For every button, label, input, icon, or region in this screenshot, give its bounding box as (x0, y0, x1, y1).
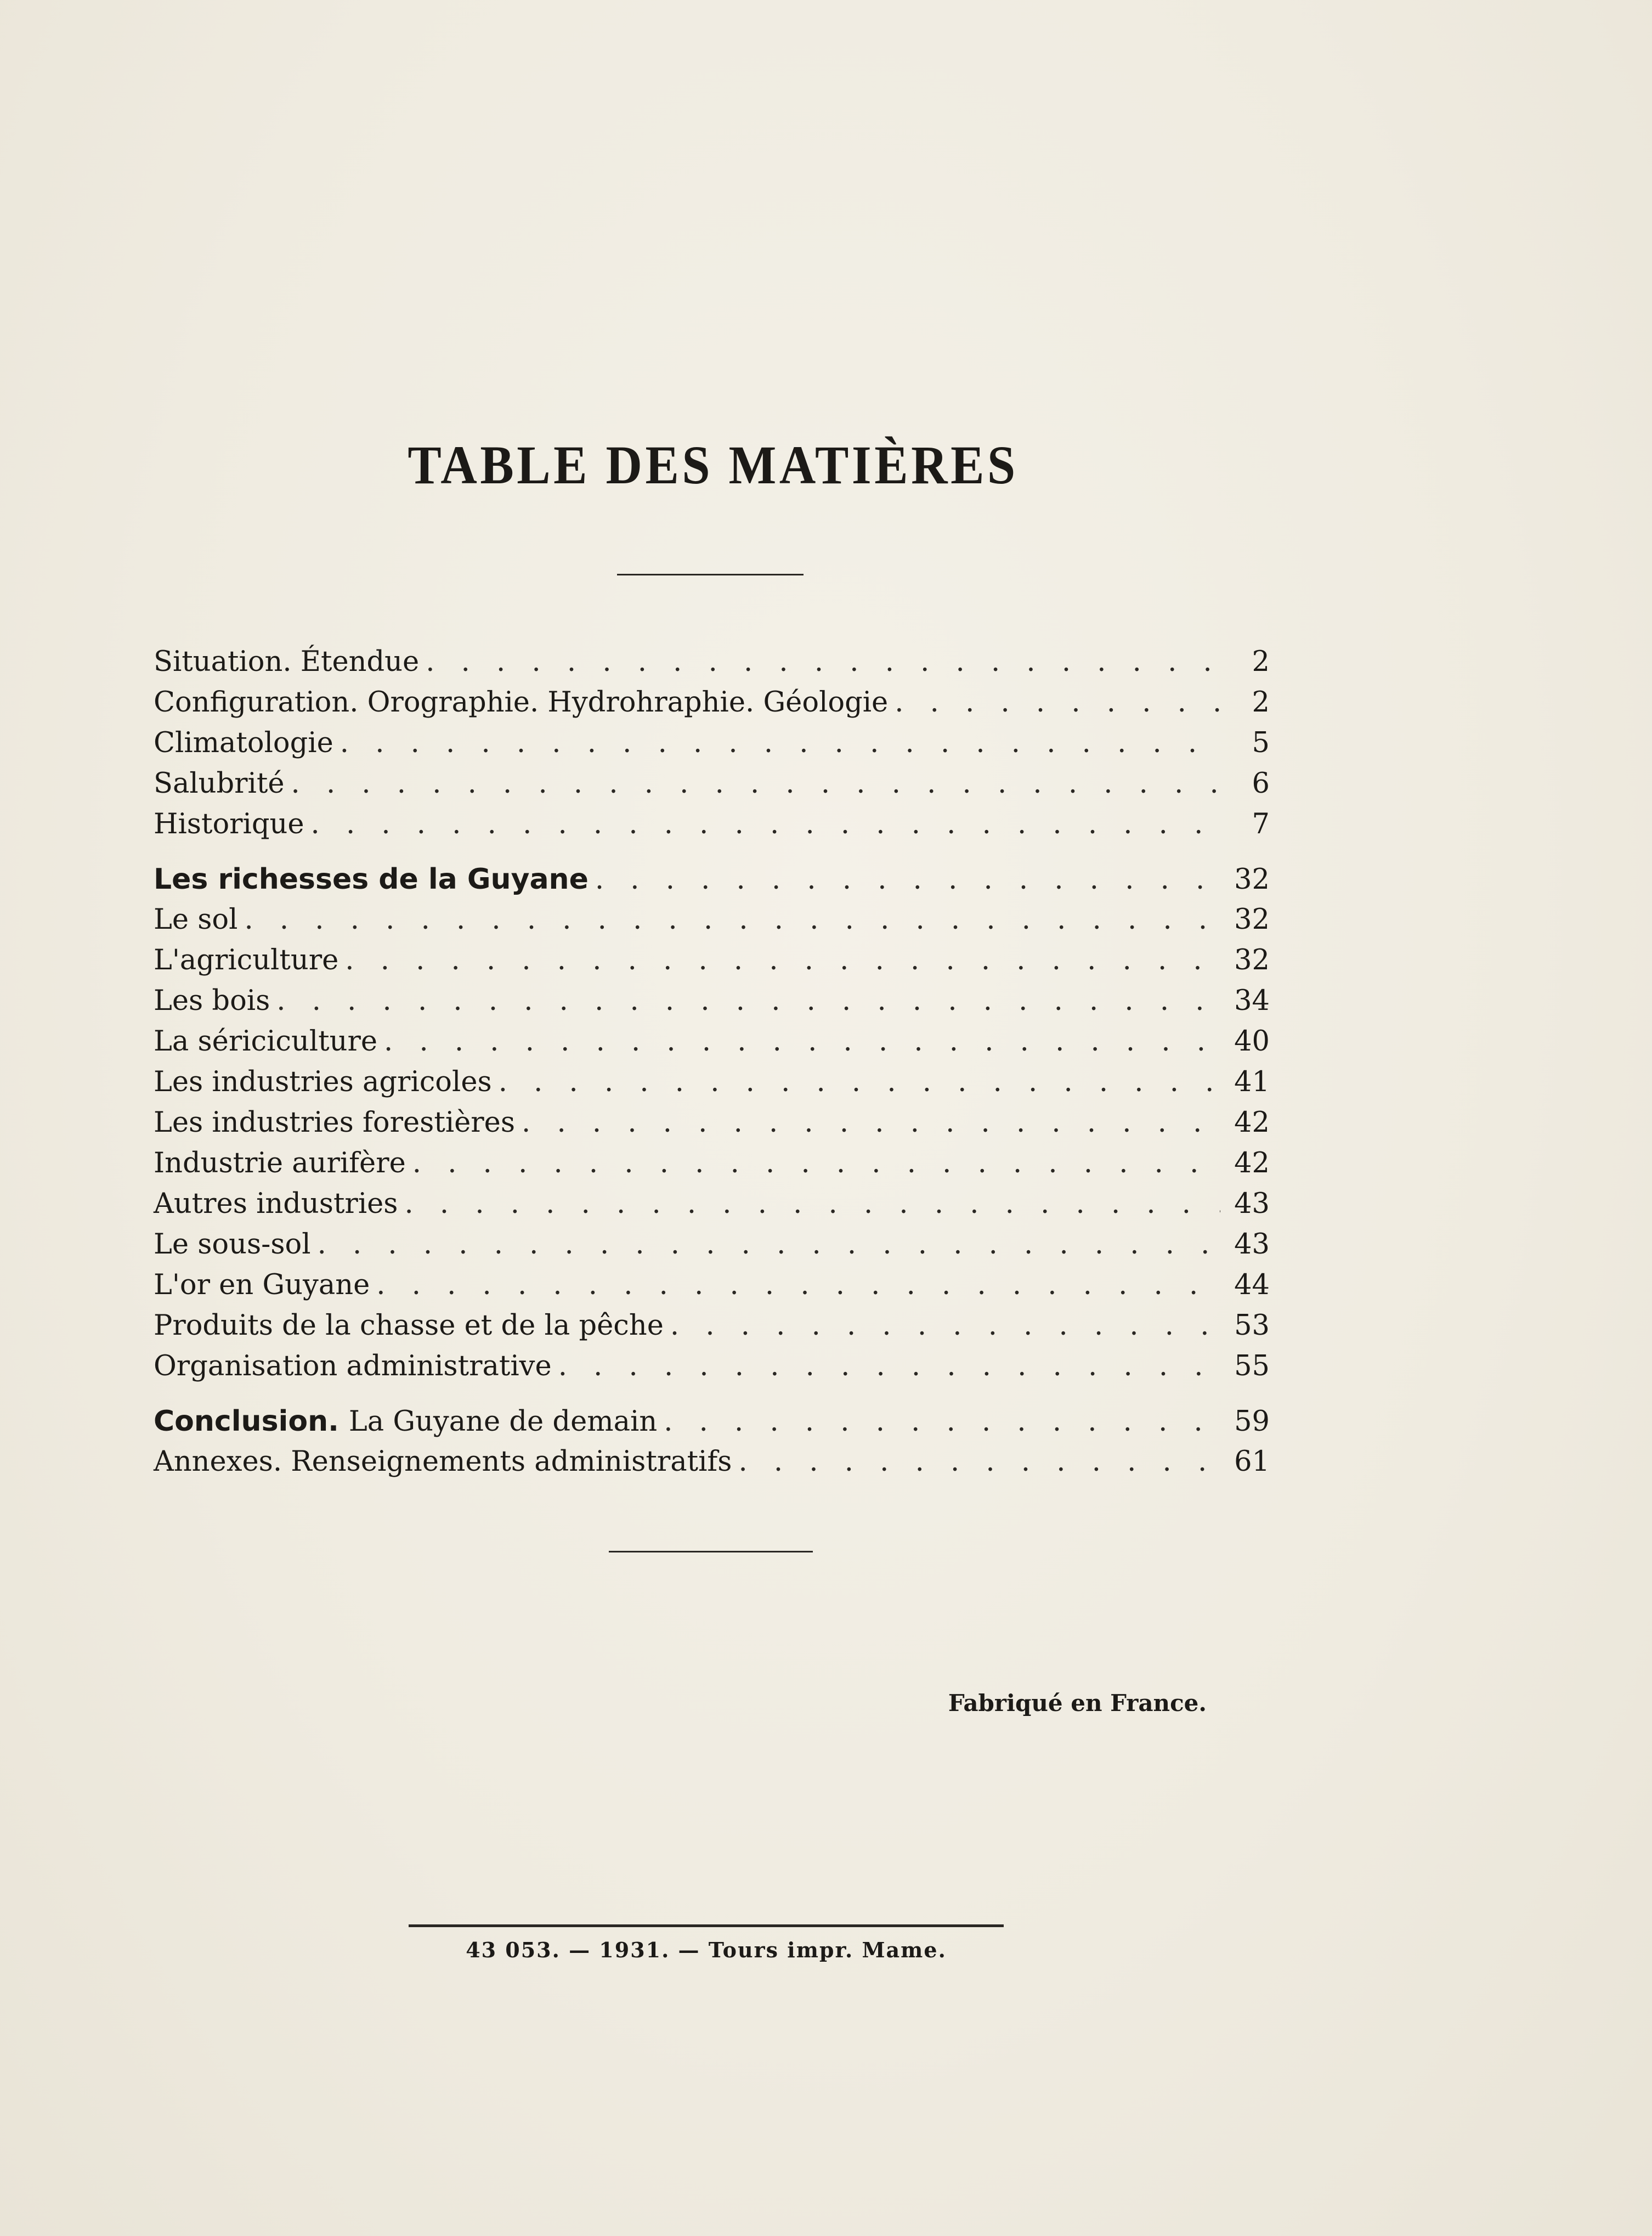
toc-entry-label: Le sol (154, 904, 238, 936)
toc-entry-label (154, 1401, 657, 1442)
title-divider (617, 574, 804, 575)
section-divider (609, 1551, 813, 1552)
toc-entry-label: Situation. Étendue (154, 646, 420, 678)
toc-entry-label: Le sous-sol (154, 1228, 311, 1261)
toc-entry-label: L'agriculture (154, 944, 339, 976)
toc-entry-page: 43 (1234, 1228, 1270, 1261)
toc-entry-label: Configuration. Orographie. Hydrohraphie. Géologie (154, 686, 889, 719)
toc-entry (154, 1224, 1270, 1265)
toc-conclusion-label: La Guyane de demain (348, 1405, 658, 1438)
toc-leader-dots (738, 1442, 1220, 1482)
toc-leader-dots (291, 764, 1220, 804)
toc-entry (154, 940, 1270, 981)
toc-conclusion-entry (154, 1401, 1270, 1442)
toc-entry-label: L'or en Guyane (154, 1269, 370, 1301)
toc-entry-label: Salubrité (154, 767, 285, 800)
toc-entry-page: 7 (1252, 808, 1270, 840)
toc-entry (154, 1346, 1270, 1387)
toc-leader-dots (426, 642, 1220, 682)
toc-entry-page: 34 (1234, 985, 1270, 1017)
toc-entry-label: Les industries agricoles (154, 1066, 492, 1098)
toc-leader-dots (345, 940, 1220, 981)
toc-leader-dots (558, 1346, 1220, 1387)
toc-entry-label: Organisation administrative (154, 1350, 552, 1382)
toc-entry-page: 2 (1252, 646, 1270, 678)
toc-entry-page: 44 (1234, 1269, 1270, 1301)
toc-entry-page: 5 (1252, 727, 1270, 759)
toc-entry-page: 42 (1234, 1106, 1270, 1139)
toc-entry-page: 6 (1252, 767, 1270, 800)
toc-entry-page: 40 (1234, 1025, 1270, 1058)
toc-entry (154, 723, 1270, 764)
toc-entry-label: Autres industries (154, 1188, 398, 1220)
toc-section-heading (154, 859, 1270, 900)
toc-leader-dots (664, 1402, 1220, 1442)
page-title: TABLE DES MATIÈRES (408, 434, 1019, 495)
toc-leader-dots (340, 723, 1220, 764)
toc-entry-page: 42 (1234, 1147, 1270, 1179)
toc-entry (154, 682, 1270, 723)
toc-leader-dots (412, 1143, 1220, 1184)
toc-entry-label: Les industries forestières (154, 1106, 516, 1139)
toc-entry-page: 43 (1234, 1188, 1270, 1220)
toc-entry (154, 1062, 1270, 1103)
toc-entry (154, 764, 1270, 804)
toc-entry-page: 32 (1234, 863, 1270, 896)
toc-leader-dots (311, 804, 1220, 845)
toc-entry-page: 61 (1234, 1446, 1270, 1478)
toc-leader-dots (670, 1306, 1220, 1346)
toc-entry (154, 1306, 1270, 1346)
toc-entry (154, 1265, 1270, 1306)
toc-entry-label: Annexes. Renseignements administratifs (154, 1446, 732, 1478)
printer-imprint: 43 053. — 1931. — Tours impr. Mame. (466, 1938, 947, 1962)
toc-entry-page: 41 (1234, 1066, 1270, 1098)
toc-leader-dots (895, 682, 1220, 723)
toc-entry (154, 642, 1270, 682)
toc-entry (154, 1184, 1270, 1224)
toc-entry-label: La sériciculture (154, 1025, 378, 1058)
toc-entry-label: Historique (154, 808, 304, 840)
footer-rule (409, 1924, 1004, 1927)
toc-entry (154, 1442, 1270, 1482)
toc-entry-page: 2 (1252, 686, 1270, 719)
toc-leader-dots (376, 1265, 1220, 1306)
toc-leader-dots (318, 1224, 1220, 1265)
toc-leader-dots (499, 1062, 1220, 1103)
toc-entry (154, 1021, 1270, 1062)
made-in-notice: Fabriqué en France. (948, 1690, 1207, 1716)
toc-entry-page: 32 (1234, 944, 1270, 976)
toc-entry-page: 32 (1234, 904, 1270, 936)
toc-leader-dots (404, 1184, 1220, 1224)
toc-leader-dots (522, 1103, 1220, 1143)
toc-leader-dots (384, 1021, 1220, 1062)
toc-entry (154, 804, 1270, 845)
toc-entry-label: Industrie aurifère (154, 1147, 406, 1179)
toc-leader-dots (276, 981, 1220, 1021)
toc-section-label: Les richesses de la Guyane (154, 863, 589, 896)
toc-leader-dots (595, 860, 1220, 900)
table-of-contents (154, 642, 1270, 1482)
toc-entry (154, 1103, 1270, 1143)
toc-entry (154, 981, 1270, 1021)
toc-entry (154, 900, 1270, 940)
toc-entry-page: 53 (1234, 1309, 1270, 1342)
toc-entry-page: 55 (1234, 1350, 1270, 1382)
toc-entry (154, 1143, 1270, 1184)
toc-entry-label: Climatologie (154, 727, 333, 759)
toc-entry-label: Les bois (154, 985, 270, 1017)
toc-conclusion-heading: Conclusion. (154, 1405, 339, 1438)
toc-entry-page: 59 (1234, 1405, 1270, 1438)
toc-leader-dots (244, 900, 1220, 940)
toc-entry-label: Produits de la chasse et de la pêche (154, 1309, 664, 1342)
